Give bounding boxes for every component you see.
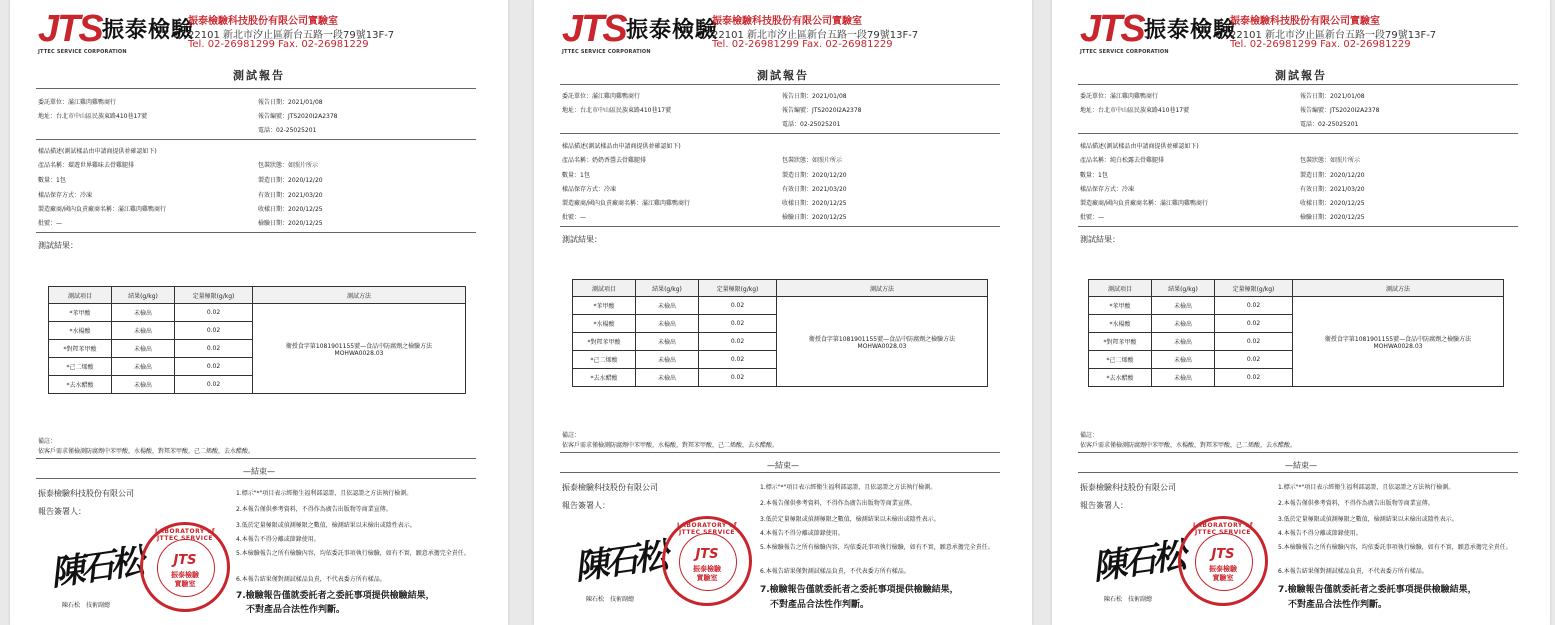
table-row: *去水醋酸 未檢出 0.02 <box>49 376 466 394</box>
company-address: 22101 新北市汐止區新台五路一段79號13F-7 <box>188 30 395 41</box>
table-row: *苯甲酸 未檢出 0.02 衛授食字第1081901155號—食品中防腐劑之檢驗方法 MOHWA0028.03 <box>1089 297 1504 315</box>
test-method: 衛授食字第1081901155號—食品中防腐劑之檢驗方法 MOHWA0028.03 <box>1293 297 1504 387</box>
signer-name: 陳石松 技術副總 <box>1104 596 1153 603</box>
report-page-3: JTS JTTEC SERVICE CORPORATION 振泰檢驗 振泰檢驗科技股份有限公司實驗室 22101 新北市汐止區新台五路一段79號13F-7 Tel. 02-26981299 Fax. 02-26981229 測試報告 委託單位：滿江雞肉雞鴨商行 地址：台北市中山區民族東路410巷17號 報告日期：2021/01/08 報告編號：JTS2020I2A2378 電話：02-25025201 樣品描述(測試樣品由申請商提供並確認如下) 產品名稱：純白松露去骨雞腿排 包裝狀態：如照片所示 數量：1包 製造日期：2020/12/20 樣品保存方式：冷凍 有效日期：2021/03/20 製造廠商/國內負責廠商名稱：滿江雞肉雞鴨商行 收樣日期：2020/12/25 批號：— 檢驗日期：2020/12/25 測試結果： 測試項目 結果(g/kg) 定量極限(g/kg) 測試方法 *苯甲酸 未檢出 0.02 衛授食字第1081901155號—食品中防腐劑之檢驗方法 MOHWA0028.03 *水楊酸 未檢出 0.02 *對羥苯甲酸 未檢出 0.02 *己二烯酸 未檢出 0.02 *去水醋酸 未檢出 0.02 備註： 依客戶需求僅檢測防腐劑中苯甲酸，水楊酸，對羥苯甲酸，己二烯酸，去水醋酸。 —結束— 振泰檢驗科技股份有限公司 報告簽署人： 1.標示"*"項目表示經衛生福利部認證，且依認證之方法執行檢測。 2.本報告僅供參考資料，不得作為廣告出版物等商業宣傳。 3.低於定量極限或偵測極限之數值，檢測結果以未檢出或陰性表示。 4.本報告不得分離或節錄使用。 5.本檢驗報告之所有檢驗內容，均依委託事項執行檢驗，如有不實，願意承擔完全責任。 6.本報告結果僅對測試樣品負責，不代表委方所有樣品。 7.檢驗報告僅就委託者之委託事項提供檢驗結果， 不對產品合法性作判斷。 陳石松 陳石松 技術副總 LABORATORY of JTTEC SERVICE JTS 振泰檢驗 實驗室 <box>1052 0 1550 625</box>
table-row: *己二烯酸 未檢出 0.02 <box>1089 351 1504 369</box>
test-method: 衛授食字第1081901155號—食品中防腐劑之檢驗方法 MOHWA0028.03 <box>253 304 466 394</box>
page-title: 測試報告 <box>233 69 285 82</box>
report-page-2: JTS JTTEC SERVICE CORPORATION 振泰檢驗 振泰檢驗科技股份有限公司實驗室 22101 新北市汐止區新台五路一段79號13F-7 Tel. 02-26981299 Fax. 02-26981229 測試報告 委託單位：滿江雞肉雞鴨商行 地址：台北市中山區民族東路410巷17號 報告日期：2021/01/08 報告編號：JTS2020I2A2378 電話：02-25025201 樣品描述(測試樣品由申請商提供並確認如下) 產品名稱：奶奶香醬去骨雞腿排 包裝狀態：如照片所示 數量：1包 製造日期：2020/12/20 樣品保存方式：冷凍 有效日期：2021/03/20 製造廠商/國內負責廠商名稱：滿江雞肉雞鴨商行 收樣日期：2020/12/25 批號：— 檢驗日期：2020/12/25 測試結果： 測試項目 結果(g/kg) 定量極限(g/kg) 測試方法 *苯甲酸 未檢出 0.02 衛授食字第1081901155號—食品中防腐劑之檢驗方法 MOHWA0028.03 *水楊酸 未檢出 0.02 *對羥苯甲酸 未檢出 0.02 *己二烯酸 未檢出 0.02 *去水醋酸 未檢出 0.02 備註： 依客戶需求僅檢測防腐劑中苯甲酸，水楊酸，對羥苯甲酸，己二烯酸，去水醋酸。 —結束— 振泰檢驗科技股份有限公司 報告簽署人： 1.標示"*"項目表示經衛生福利部認證，且依認證之方法執行檢測。 2.本報告僅供參考資料，不得作為廣告出版物等商業宣傳。 3.低於定量極限或偵測極限之數值，檢測結果以未檢出或陰性表示。 4.本報告不得分離或節錄使用。 5.本檢驗報告之所有檢驗內容，均依委託事項執行檢驗，如有不實，願意承擔完全責任。 6.本報告結果僅對測試樣品負責，不代表委方所有樣品。 7.檢驗報告僅就委託者之委託事項提供檢驗結果， 不對產品合法性作判斷。 陳石松 陳石松 技術副總 LABORATORY of JTTEC SERVICE JTS 振泰檢驗 實驗室 <box>534 0 1032 625</box>
signature: 陳石松 <box>572 535 667 589</box>
end-mark: —結束— <box>243 467 275 476</box>
results-heading: 測試結果： <box>562 235 602 244</box>
brand-name: 振泰檢驗 <box>102 18 195 43</box>
lab-seal: LABORATORY of JTTEC SERVICE JTS 振泰檢驗 實驗室 <box>140 522 230 612</box>
remarks: 依客戶需求僅檢測防腐劑中苯甲酸，水楊酸，對羥苯甲酸，己二烯酸，去水醋酸。 <box>1080 442 1297 449</box>
company-name: 振泰檢驗科技股份有限公司實驗室 <box>188 16 338 27</box>
results-table: 測試項目 結果(g/kg) 定量極限(g/kg) 測試方法 *苯甲酸 未檢出 0.02 衛授食字第1081901155號—食品中防腐劑之檢驗方法 MOHWA0028.03 *水楊酸 未檢出 0.02 *對羥苯甲酸 未檢出 0.02 *己二烯酸 未檢出 0.02 *去水醋酸 未檢出 0.02 <box>572 279 988 387</box>
brand-name: 振泰檢驗 <box>626 18 719 43</box>
brand-name: 振泰檢驗 <box>1144 18 1237 43</box>
page-title: 測試報告 <box>757 69 809 82</box>
table-row: *水楊酸 未檢出 0.02 <box>49 322 466 340</box>
table-row: *對羥苯甲酸 未檢出 0.02 <box>1089 333 1504 351</box>
contact-line: Tel. 02-26981299 Fax. 02-26981229 <box>712 39 893 50</box>
results-heading: 測試結果： <box>1080 235 1120 244</box>
company-logo: JTS <box>562 8 626 50</box>
lab-seal: LABORATORY of JTTEC SERVICE JTS 振泰檢驗 實驗室 <box>1178 516 1268 606</box>
table-row: *對羥苯甲酸 未檢出 0.02 <box>49 340 466 358</box>
company-name: 振泰檢驗科技股份有限公司實驗室 <box>1230 16 1380 27</box>
table-row: *水楊酸 未檢出 0.02 <box>573 315 988 333</box>
table-row: *己二烯酸 未檢出 0.02 <box>49 358 466 376</box>
company-logo: JTS <box>1080 8 1144 50</box>
letterhead: JTS JTTEC SERVICE CORPORATION 振泰檢驗 振泰檢驗科技股份有限公司實驗室 22101 新北市汐止區新台五路一段79號13F-7 Tel. 02-26981299 Fax. 02-26981229 <box>562 8 919 55</box>
signer-name: 陳石松 技術副總 <box>62 602 111 609</box>
table-row: *對羥苯甲酸 未檢出 0.02 <box>573 333 988 351</box>
page-title: 測試報告 <box>1275 69 1327 82</box>
table-row: *去水醋酸 未檢出 0.02 <box>1089 369 1504 387</box>
company-address: 22101 新北市汐止區新台五路一段79號13F-7 <box>712 30 919 41</box>
contact-line: Tel. 02-26981299 Fax. 02-26981229 <box>188 39 369 50</box>
table-row: *苯甲酸 未檢出 0.02 衛授食字第1081901155號—食品中防腐劑之檢驗方法 MOHWA0028.03 <box>49 304 466 322</box>
end-mark: —結束— <box>1285 461 1317 470</box>
report-page-1: JTS JTTEC SERVICE CORPORATION 振泰檢驗 振泰檢驗科技股份有限公司實驗室 22101 新北市汐止區新台五路一段79號13F-7 Tel. 02-26981299 Fax. 02-26981229 測試報告 委託單位：滿江雞肉雞鴨商行 地址：台北市中山區民族東路410巷17號 報告日期：2021/01/08 報告編號：JTS2020I2A2378 電話：02-25025201 樣品描述(測試樣品由申請商提供並確認如下) 產品名稱：環遊世界雞味去骨雞腿排 包裝狀態：如照片所示 數量：1包 製造日期：2020/12/20 樣品保存方式：冷凍 有效日期：2021/03/20 製造廠商/國內負責廠商名稱：滿江雞肉雞鴨商行 收樣日期：2020/12/25 批號：— 檢驗日期：2020/12/25 測試結果： 測試項目 結果(g/kg) 定量極限(g/kg) 測試方法 *苯甲酸 未檢出 0.02 衛授食字第1081901155號—食品中防腐劑之檢驗方法 MOHWA0028.03 *水楊酸 未檢出 0.02 *對羥苯甲酸 未檢出 0.02 *己二烯酸 未檢出 0.02 *去水醋酸 未檢出 0.02 備註： 依客戶需求僅檢測防腐劑中苯甲酸，水楊酸，對羥苯甲酸，己二烯酸，去水醋酸。 —結束— 振泰檢驗科技股份有限公司 報告簽署人： 1.標示"*"項目表示經衛生福利部認證，且依認證之方法執行檢測。 2.本報告僅供參考資料，不得作為廣告出版物等商業宣傳。 3.低於定量極限或偵測極限之數值，檢測結果以未檢出或陰性表示。 4.本報告不得分離或節錄使用。 5.本檢驗報告之所有檢驗內容，均依委託事項執行檢驗，如有不實，願意承擔完全責任。 6.本報告結果僅對測試樣品負責，不代表委方所有樣品。 7.檢驗報告僅就委託者之委託事項提供檢驗結果， 不對產品合法性作判斷。 陳石松 陳石松 技術副總 LABORATORY of JTTEC SERVICE JTS 振泰檢驗 實驗室 <box>10 0 508 625</box>
table-row: *苯甲酸 未檢出 0.02 衛授食字第1081901155號—食品中防腐劑之檢驗方法 MOHWA0028.03 <box>573 297 988 315</box>
results-table: 測試項目 結果(g/kg) 定量極限(g/kg) 測試方法 *苯甲酸 未檢出 0.02 衛授食字第1081901155號—食品中防腐劑之檢驗方法 MOHWA0028.03 *水楊酸 未檢出 0.02 *對羥苯甲酸 未檢出 0.02 *己二烯酸 未檢出 0.02 *去水醋酸 未檢出 0.02 <box>1088 279 1504 387</box>
signer-name: 陳石松 技術副總 <box>586 596 635 603</box>
signature: 陳石松 <box>1090 535 1185 589</box>
results-heading: 測試結果： <box>38 241 78 250</box>
letterhead: JTS JTTEC SERVICE CORPORATION 振泰檢驗 振泰檢驗科技股份有限公司實驗室 22101 新北市汐止區新台五路一段79號13F-7 Tel. 02-26981299 Fax. 02-26981229 <box>1080 8 1437 55</box>
letterhead: JTS JTTEC SERVICE CORPORATION 振泰檢驗 振泰檢驗科技股份有限公司實驗室 22101 新北市汐止區新台五路一段79號13F-7 Tel. 02-26981299 Fax. 02-26981229 <box>38 8 395 55</box>
test-method: 衛授食字第1081901155號—食品中防腐劑之檢驗方法 MOHWA0028.03 <box>777 297 988 387</box>
product-name: 產品名稱：純白松露去骨雞腿排 <box>1080 157 1165 164</box>
remarks: 依客戶需求僅檢測防腐劑中苯甲酸，水楊酸，對羥苯甲酸，己二烯酸，去水醋酸。 <box>38 448 255 455</box>
lab-seal: LABORATORY of JTTEC SERVICE JTS 振泰檢驗 實驗室 <box>662 516 752 606</box>
divider <box>36 88 476 89</box>
company-name: 振泰檢驗科技股份有限公司實驗室 <box>712 16 862 27</box>
product-name: 產品名稱：奶奶香醬去骨雞腿排 <box>562 157 647 164</box>
table-row: *去水醋酸 未檢出 0.02 <box>573 369 988 387</box>
company-address: 22101 新北市汐止區新台五路一段79號13F-7 <box>1230 30 1437 41</box>
table-row: *己二烯酸 未檢出 0.02 <box>573 351 988 369</box>
signature: 陳石松 <box>48 541 143 595</box>
results-table: 測試項目 結果(g/kg) 定量極限(g/kg) 測試方法 *苯甲酸 未檢出 0.02 衛授食字第1081901155號—食品中防腐劑之檢驗方法 MOHWA0028.03 *水楊酸 未檢出 0.02 *對羥苯甲酸 未檢出 0.02 *己二烯酸 未檢出 0.02 *去水醋酸 未檢出 0.02 <box>48 286 466 394</box>
remarks: 依客戶需求僅檢測防腐劑中苯甲酸，水楊酸，對羥苯甲酸，己二烯酸，去水醋酸。 <box>562 442 779 449</box>
table-row: *水楊酸 未檢出 0.02 <box>1089 315 1504 333</box>
product-name: 產品名稱：環遊世界雞味去骨雞腿排 <box>38 162 135 169</box>
contact-line: Tel. 02-26981299 Fax. 02-26981229 <box>1230 39 1411 50</box>
end-mark: —結束— <box>767 461 799 470</box>
company-logo: JTS <box>38 8 102 50</box>
